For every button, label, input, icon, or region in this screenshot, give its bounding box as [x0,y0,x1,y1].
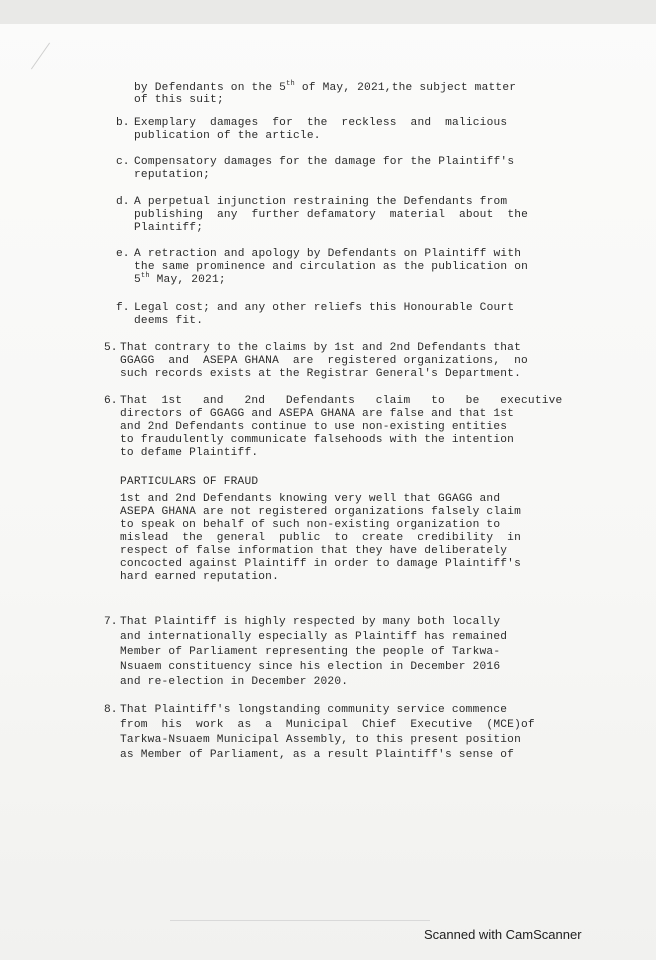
paragraph-8-line-1: That Plaintiff's longstanding community service commence [120,704,508,716]
fraud-line-3: to speak on behalf of such non-existing organization to [120,519,501,531]
paragraph-7-line-2: and internationally especially as Plaintiff has remained [120,631,508,643]
paragraph-5-line-2: GGAGG and ASEPA GHANA are registered organizations, no [120,355,528,367]
fraud-line-6: concocted against Plaintiff in order to damage Plaintiff's [120,558,521,570]
paragraph-8-line-4: as Member of Parliament, as a result Plaintiff's sense of [120,749,515,761]
paragraph-6-line-2: directors of GGAGG and ASEPA GHANA are false and that 1st [120,408,515,420]
relief-d-line-2: publishing any further defamatory material about the [134,209,529,221]
relief-f-letter: f. [116,302,130,314]
relief-b-letter: b. [116,117,130,129]
paragraph-5-line-1: That contrary to the claims by 1st and 2nd Defendants that [120,342,521,354]
relief-c-line-2: reputation; [134,169,211,181]
relief-d-line-1: A perpetual injunction restraining the Defendants from [134,196,508,208]
paragraph-6-line-4: to fraudulently communicate falsehoods with the intention [120,434,515,446]
footer-divider [170,920,430,921]
relief-e-line-3: 5th May, 2021; [134,272,226,286]
relief-f-line-2: deems fit. [134,315,204,327]
paragraph-6-line-3: and 2nd Defendants continue to use non-existing entities [120,421,508,433]
fraud-line-7: hard earned reputation. [120,571,280,583]
relief-e-line-2: the same prominence and circulation as the publication on [134,261,529,273]
fraud-line-1: 1st and 2nd Defendants knowing very well that GGAGG and [120,493,501,505]
paragraph-8-number: 8. [104,704,118,716]
fraud-heading: PARTICULARS OF FRAUD [120,476,259,488]
relief-c-line-1: Compensatory damages for the damage for the Plaintiff's [134,156,515,168]
paragraph-5-number: 5. [104,342,118,354]
paragraph-6-line-1: That 1st and 2nd Defendants claim to be executive [120,395,563,407]
relief-e-line-1: A retraction and apology by Defendants on Plaintiff with [134,248,522,260]
relief-b-line-1: Exemplary damages for the reckless and malicious [134,117,508,129]
intro-line-2: of this suit; [134,94,224,106]
relief-c-letter: c. [116,156,130,168]
relief-f-line-1: Legal cost; and any other reliefs this Honourable Court [134,302,515,314]
relief-d-line-3: Plaintiff; [134,222,204,234]
paragraph-8-line-2: from his work as a Municipal Chief Executive (MCE)of [120,719,535,731]
relief-d-letter: d. [116,196,130,208]
paragraph-6-number: 6. [104,395,118,407]
scan-artifact [31,43,50,70]
fraud-line-2: ASEPA GHANA are not registered organizations falsely claim [120,506,521,518]
fraud-line-4: mislead the general public to create credibility in [120,532,521,544]
paragraph-7-line-4: Nsuaem constituency since his election in December 2016 [120,661,501,673]
top-bar [0,0,656,24]
camscanner-watermark: Scanned with CamScanner [424,927,582,942]
paragraph-7-line-3: Member of Parliament representing the people of Tarkwa- [120,646,501,658]
relief-b-line-2: publication of the article. [134,130,321,142]
paragraph-8-line-3: Tarkwa-Nsuaem Municipal Assembly, to this present position [120,734,521,746]
paragraph-6-line-5: to defame Plaintiff. [120,447,259,459]
paragraph-7-line-1: That Plaintiff is highly respected by many both locally [120,616,501,628]
paragraph-7-number: 7. [104,616,118,628]
fraud-line-5: respect of false information that they have deliberately [120,545,508,557]
relief-e-letter: e. [116,248,130,260]
intro-line-1: by Defendants on the 5th of May, 2021,the subject matter [134,80,517,94]
paragraph-5-line-3: such records exists at the Registrar General's Department. [120,368,521,380]
paragraph-7-line-5: and re-election in December 2020. [120,676,349,688]
